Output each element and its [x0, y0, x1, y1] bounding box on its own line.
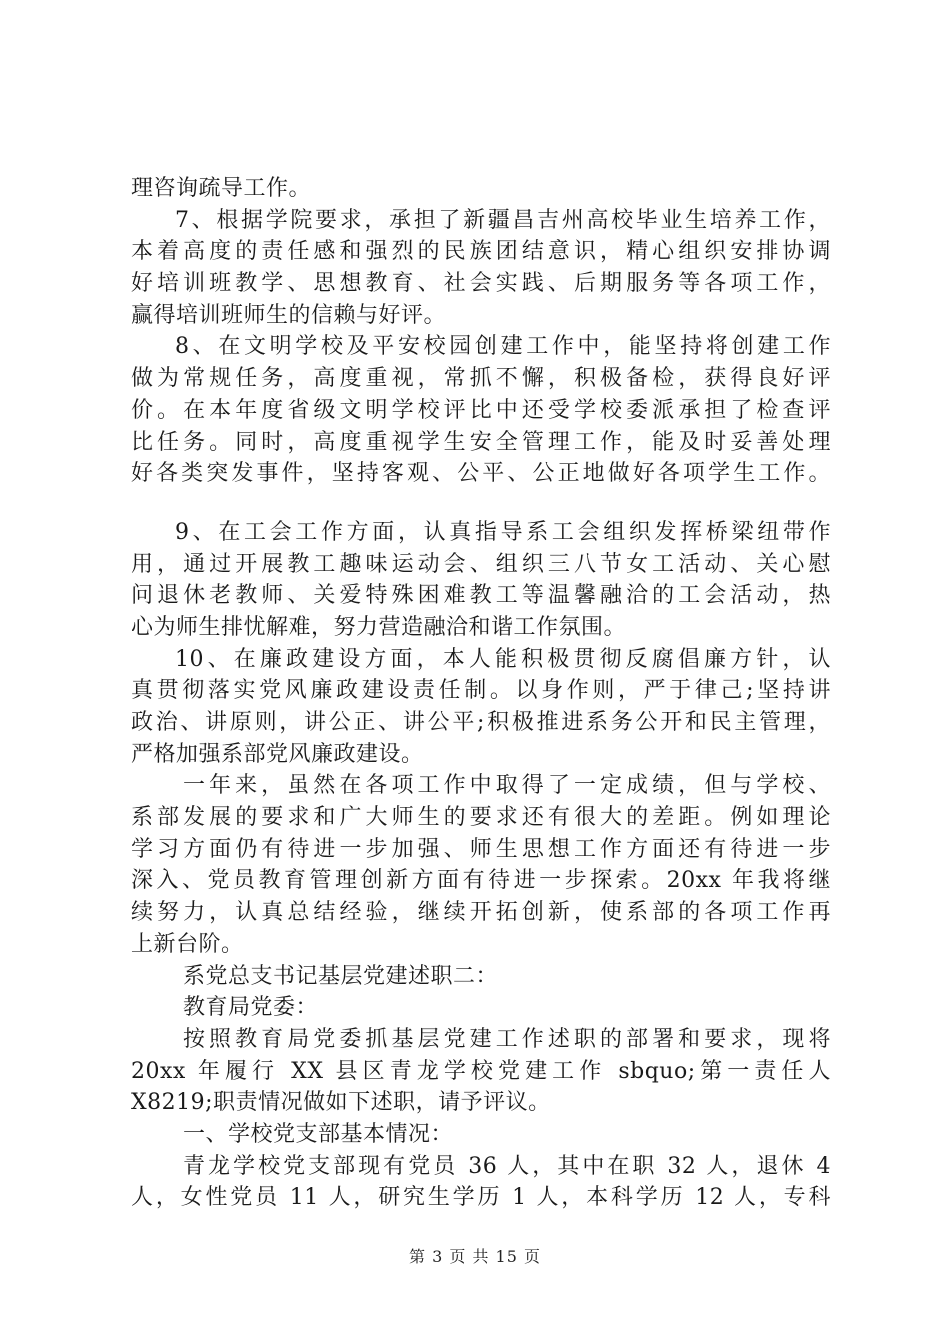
text-line: 9、在工会工作方面，认真指导系工会组织发挥桥梁纽带作	[175, 519, 831, 545]
text-line: 青龙学校党支部现有党员 36 人，其中在职 32 人，退休 4	[183, 1153, 831, 1179]
text-line: 一年来，虽然在各项工作中取得了一定成绩，但与学校、	[183, 773, 831, 799]
document-body	[131, 173, 831, 1214]
text-line: 8、在文明学校及平安校园创建工作中，能坚持将创建工作	[175, 334, 831, 360]
text-line: 学习方面仍有待进一步加强、师生思想工作方面还有待进一步	[131, 836, 831, 862]
section-heading: 一、学校党支部基本情况：	[183, 1121, 454, 1147]
text-line: 深入、党员教育管理创新方面有待进一步探索。20xx 年我将继	[131, 868, 831, 894]
section-heading: 系党总支书记基层党建述职二：	[183, 963, 499, 989]
text-line: 系部发展的要求和广大师生的要求还有很大的差距。例如理论	[131, 805, 831, 831]
salutation: 教育局党委：	[183, 995, 319, 1021]
text-line: 价。在本年度省级文明学校评比中还受学校委派承担了检查评	[131, 397, 831, 423]
text-line: 按照教育局党委抓基层党建工作述职的部署和要求，现将	[183, 1026, 831, 1052]
text-line: 政治、讲原则，讲公正、讲公平;积极推进系务公开和民主管理，	[131, 710, 831, 735]
text-line: 赢得培训班师生的信赖与好评。	[131, 302, 447, 328]
text-line: 严格加强系部党风廉政建设。	[131, 741, 424, 767]
text-line: 做为常规任务，高度重视，常抓不懈，积极备检，获得良好评	[131, 366, 831, 392]
paragraph-gap	[131, 490, 831, 517]
text-line: 理咨询疏导工作。	[131, 176, 312, 201]
text-line: 用，通过开展教工趣味运动会、组织三八节女工活动、关心慰	[131, 551, 831, 577]
text-line: 真贯彻落实党风廉政建设责任制。以身作则，严于律己;坚持讲	[131, 678, 831, 704]
text-line: X8219;职责情况做如下述职，请予评议。	[131, 1090, 551, 1116]
text-line: 比任务。同时，高度重视学生安全管理工作，能及时妥善处理	[131, 429, 831, 455]
text-line: 好培训班教学、思想教育、社会实践、后期服务等各项工作，	[131, 271, 831, 297]
text-line: 好各类突发事件，坚持客观、公平、公正地做好各项学生工作。	[131, 461, 831, 487]
text-line: 上新台阶。	[131, 931, 244, 957]
text-line: 10、在廉政建设方面，本人能积极贯彻反腐倡廉方针，认	[175, 646, 831, 672]
text-line: 20xx 年履行 XX 县区青龙学校党建工作 sbquo;第一责任人	[131, 1058, 831, 1084]
text-line: 7、根据学院要求，承担了新疆昌吉州高校毕业生培养工作，	[175, 207, 831, 233]
text-line: 人，女性党员 11 人，研究生学历 1 人，本科学历 12 人，专科	[131, 1185, 831, 1211]
page-footer: 第 3 页 共 15 页	[409, 1247, 541, 1266]
text-line: 本着高度的责任感和强烈的民族团结意识，精心组织安排协调	[131, 239, 831, 265]
text-line: 问退休老教师、关爱特殊困难教工等温馨融洽的工会活动，热	[131, 583, 831, 609]
text-line: 续努力，认真总结经验，继续开拓创新，使系部的各项工作再	[131, 900, 831, 926]
text-line: 心为师生排忧解难，努力营造融洽和谐工作氛围。	[131, 614, 627, 640]
